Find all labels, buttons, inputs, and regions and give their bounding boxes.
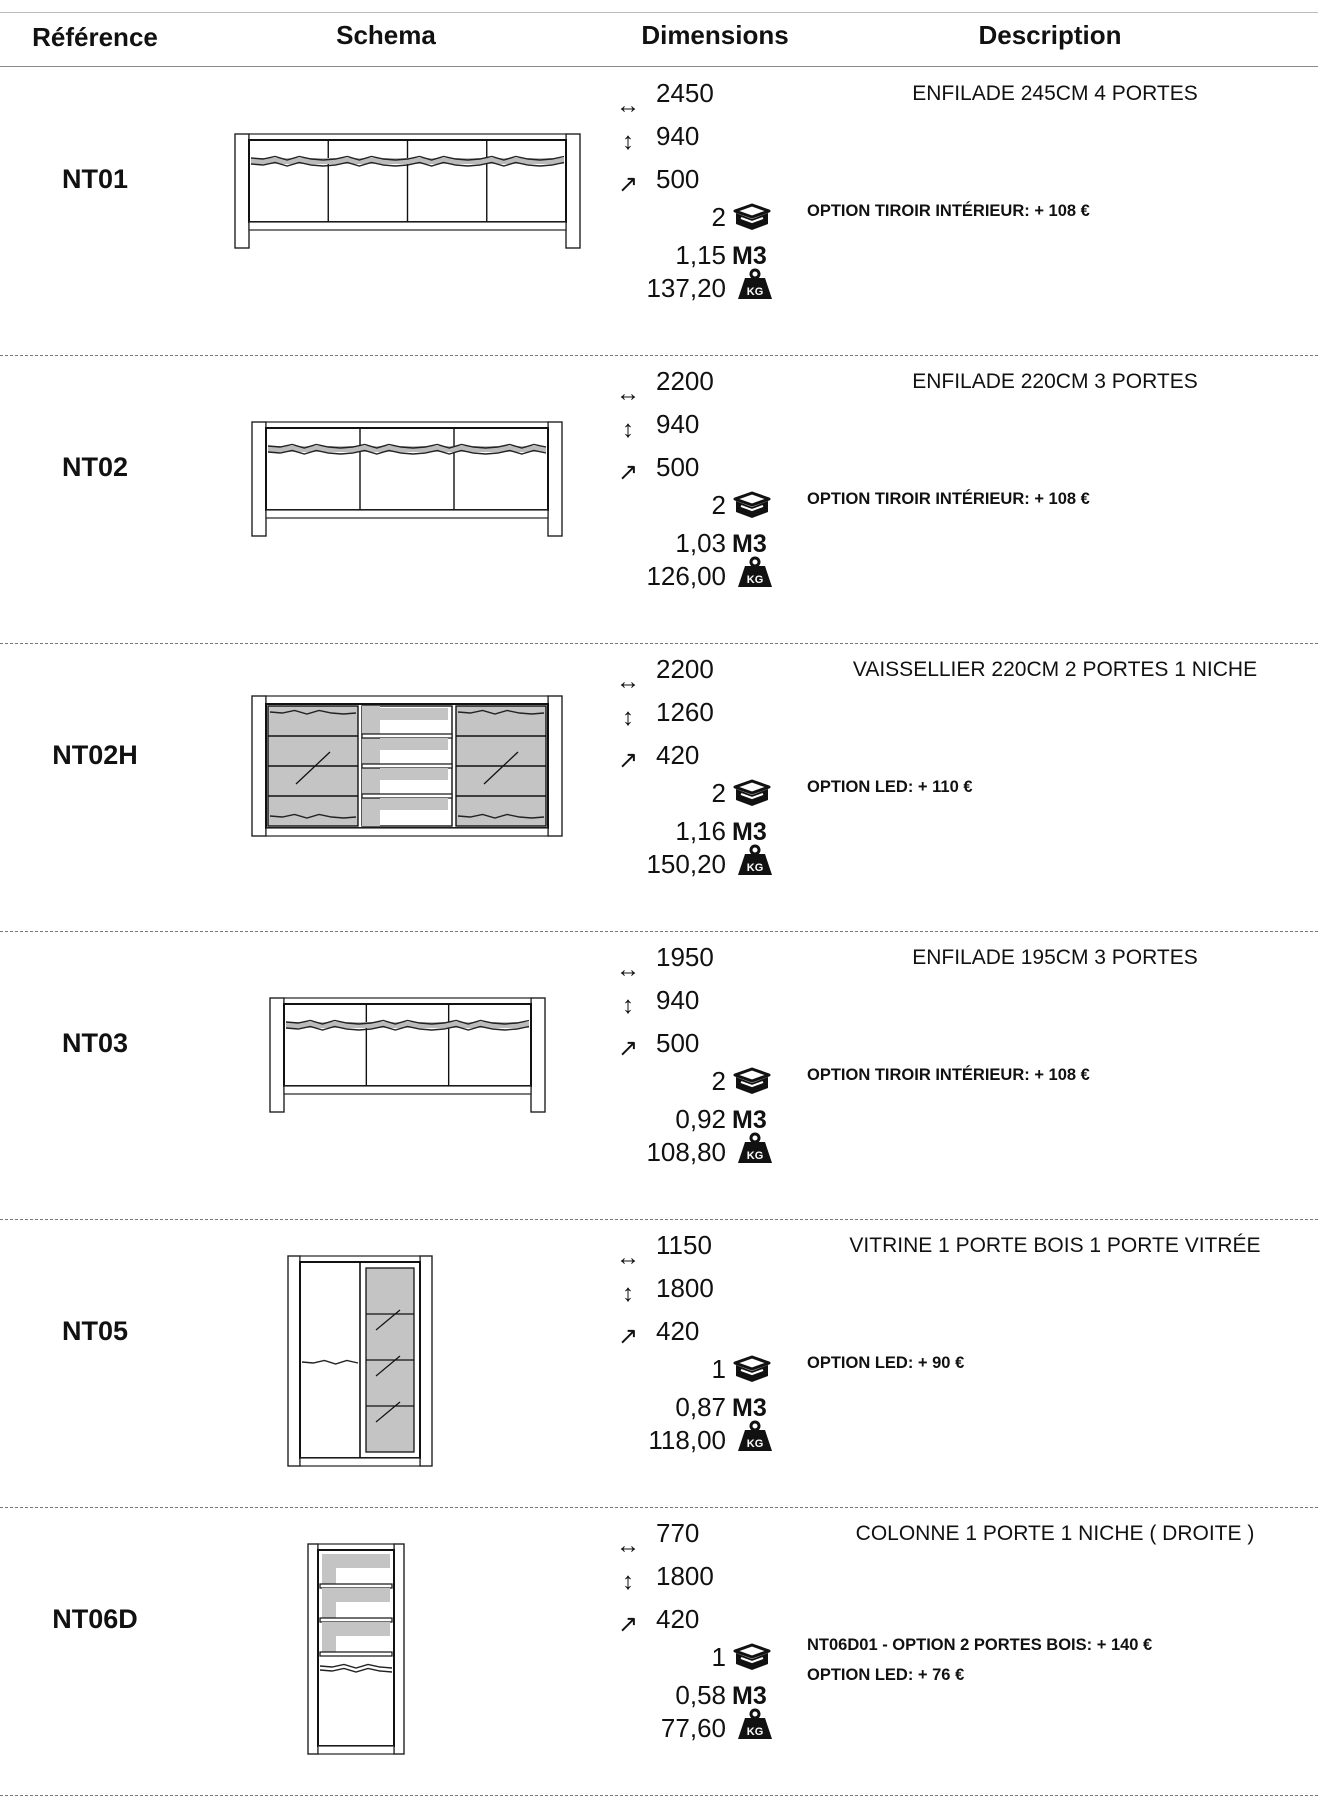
package-count: 2 xyxy=(711,778,726,808)
option-line: OPTION TIROIR INTÉRIEUR: + 108 € xyxy=(807,1066,1090,1084)
volume-value: 1,03 xyxy=(675,528,726,558)
option-line: OPTION LED: + 76 € xyxy=(807,1666,965,1684)
kg-weight-icon xyxy=(737,1420,773,1452)
option-line: NT06D01 - OPTION 2 PORTES BOIS: + 140 € xyxy=(807,1636,1153,1654)
volume-value: 0,92 xyxy=(675,1104,726,1134)
furniture-schema-drawing xyxy=(200,644,610,932)
height-arrow-icon: ↕ xyxy=(622,416,634,443)
volume-unit: M3 xyxy=(732,1394,767,1422)
package-box-icon xyxy=(732,202,772,232)
volume-unit: M3 xyxy=(732,530,767,558)
volume-unit: M3 xyxy=(732,242,767,270)
package-box-icon xyxy=(732,1066,772,1096)
package-count: 2 xyxy=(711,202,726,232)
header-dimensions: Dimensions xyxy=(641,20,789,50)
kg-label: KG xyxy=(746,862,764,874)
package-count: 2 xyxy=(711,1066,726,1096)
package-box-icon xyxy=(732,490,772,520)
depth-arrow-icon: ↗ xyxy=(617,459,639,486)
height-value: 940 xyxy=(656,985,700,1015)
weight-value: 77,60 xyxy=(660,1713,726,1743)
width-arrow-icon: ↔ xyxy=(616,1244,640,1271)
kg-label: KG xyxy=(746,286,764,298)
kg-weight-icon xyxy=(737,556,773,588)
kg-label: KG xyxy=(746,1150,764,1162)
package-count: 2 xyxy=(711,490,726,520)
furniture-schema-drawing xyxy=(200,356,610,644)
width-arrow-icon: ↔ xyxy=(616,668,640,695)
product-title: ENFILADE 245CM 4 PORTES xyxy=(912,82,1198,105)
height-arrow-icon: ↕ xyxy=(622,992,634,1019)
weight-value: 118,00 xyxy=(648,1425,726,1455)
height-value: 1800 xyxy=(656,1273,714,1303)
product-title: ENFILADE 195CM 3 PORTES xyxy=(912,946,1198,969)
header-schema: Schema xyxy=(336,20,436,50)
height-value: 1260 xyxy=(656,697,714,727)
product-title: VITRINE 1 PORTE BOIS 1 PORTE VITRÉE xyxy=(849,1234,1261,1257)
kg-weight-icon xyxy=(737,1708,773,1740)
product-row xyxy=(0,356,1318,644)
product-reference: NT01 xyxy=(61,164,129,194)
width-value: 770 xyxy=(656,1518,700,1548)
depth-arrow-icon: ↗ xyxy=(617,1035,639,1062)
weight-value: 150,20 xyxy=(646,849,726,879)
package-box-icon xyxy=(732,1642,772,1672)
option-line: OPTION TIROIR INTÉRIEUR: + 108 € xyxy=(807,490,1090,508)
width-value: 1150 xyxy=(656,1230,712,1260)
header-reference: Référence xyxy=(32,22,158,52)
volume-value: 1,15 xyxy=(675,240,726,270)
width-arrow-icon: ↔ xyxy=(616,1532,640,1559)
depth-value: 500 xyxy=(656,452,700,482)
kg-weight-icon xyxy=(737,844,773,876)
kg-weight-icon xyxy=(737,1132,773,1164)
depth-value: 500 xyxy=(656,164,700,194)
option-line: OPTION LED: + 110 € xyxy=(807,778,973,796)
product-title: COLONNE 1 PORTE 1 NICHE ( DROITE ) xyxy=(855,1522,1255,1545)
top-rule xyxy=(0,12,1318,13)
furniture-schema-drawing xyxy=(200,68,610,356)
option-line: OPTION TIROIR INTÉRIEUR: + 108 € xyxy=(807,202,1090,220)
depth-value: 420 xyxy=(656,1604,700,1634)
weight-value: 137,20 xyxy=(646,273,726,303)
option-line: OPTION LED: + 90 € xyxy=(807,1354,965,1372)
width-value: 2450 xyxy=(656,78,714,108)
width-value: 1950 xyxy=(656,942,714,972)
furniture-schema-drawing xyxy=(200,932,610,1220)
height-value: 940 xyxy=(656,409,700,439)
product-row xyxy=(0,644,1318,932)
depth-arrow-icon: ↗ xyxy=(617,171,639,198)
depth-arrow-icon: ↗ xyxy=(617,747,639,774)
product-reference: NT02 xyxy=(61,452,129,482)
height-value: 1800 xyxy=(656,1561,714,1591)
depth-value: 420 xyxy=(656,740,700,770)
weight-value: 126,00 xyxy=(646,561,726,591)
volume-unit: M3 xyxy=(732,818,767,846)
height-arrow-icon: ↕ xyxy=(622,704,634,731)
height-value: 940 xyxy=(656,121,700,151)
height-arrow-icon: ↕ xyxy=(622,1568,634,1595)
furniture-schema-drawing xyxy=(200,1220,610,1508)
width-arrow-icon: ↔ xyxy=(616,380,640,407)
depth-value: 420 xyxy=(656,1316,700,1346)
product-row xyxy=(0,932,1318,1220)
volume-unit: M3 xyxy=(732,1106,767,1134)
product-reference: NT05 xyxy=(61,1316,129,1346)
kg-label: KG xyxy=(746,574,764,586)
product-reference: NT02H xyxy=(52,740,138,770)
product-row xyxy=(0,1508,1318,1796)
kg-label: KG xyxy=(746,1726,764,1738)
product-title: ENFILADE 220CM 3 PORTES xyxy=(912,370,1198,393)
package-count: 1 xyxy=(711,1642,726,1672)
width-arrow-icon: ↔ xyxy=(616,92,640,119)
height-arrow-icon: ↕ xyxy=(622,1280,634,1307)
volume-value: 0,58 xyxy=(675,1680,726,1710)
depth-arrow-icon: ↗ xyxy=(617,1611,639,1638)
kg-weight-icon xyxy=(737,268,773,300)
depth-value: 500 xyxy=(656,1028,700,1058)
product-reference: NT03 xyxy=(61,1028,129,1058)
weight-value: 108,80 xyxy=(646,1137,726,1167)
package-box-icon xyxy=(732,778,772,808)
package-count: 1 xyxy=(711,1354,726,1384)
product-row xyxy=(0,1220,1318,1508)
header-description: Description xyxy=(978,20,1122,50)
width-value: 2200 xyxy=(656,654,714,684)
depth-arrow-icon: ↗ xyxy=(617,1323,639,1350)
volume-value: 1,16 xyxy=(675,816,726,846)
height-arrow-icon: ↕ xyxy=(622,128,634,155)
package-box-icon xyxy=(732,1354,772,1384)
volume-unit: M3 xyxy=(732,1682,767,1710)
product-title: VAISSELLIER 220CM 2 PORTES 1 NICHE xyxy=(852,658,1258,681)
furniture-schema-drawing xyxy=(200,1508,610,1796)
product-reference: NT06D xyxy=(52,1604,138,1634)
product-row xyxy=(0,68,1318,356)
kg-label: KG xyxy=(746,1438,764,1450)
width-arrow-icon: ↔ xyxy=(616,956,640,983)
volume-value: 0,87 xyxy=(675,1392,726,1422)
width-value: 2200 xyxy=(656,366,714,396)
header-rule xyxy=(0,66,1318,67)
